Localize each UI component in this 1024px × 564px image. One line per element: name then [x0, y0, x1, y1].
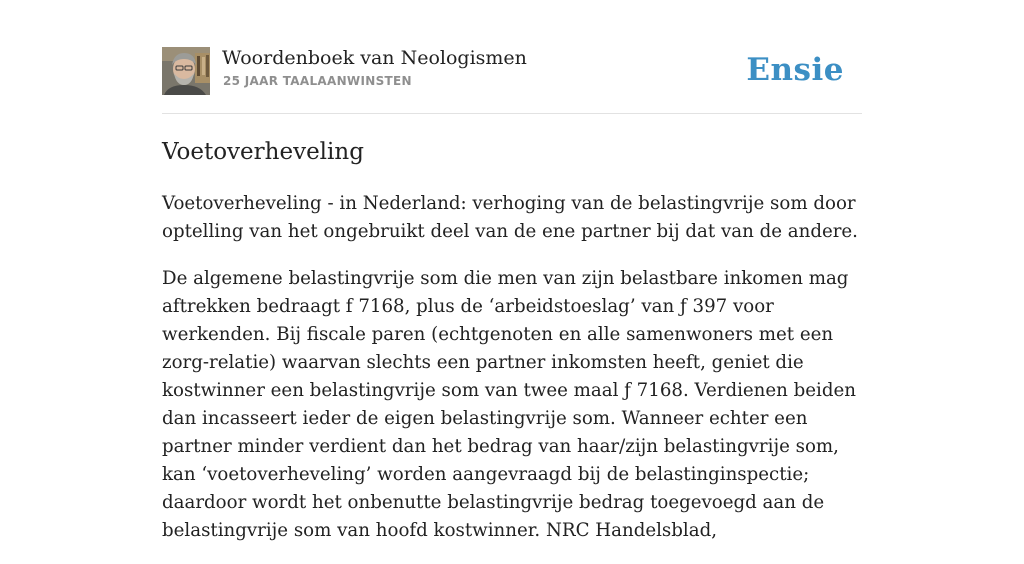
author-subtitle: 25 JAAR TAALAANWINSTEN	[223, 74, 412, 88]
article-paragraph: Voetoverheveling - in Nederland: verhoging van de belastingvrije som door optelling van het ongebruikt deel van de ene partner bij dat van de andere.	[162, 193, 858, 242]
article-paragraph: De algemene belastingvrije som die men van zijn belastbare inkomen mag aftrekken bedraagt f 7168, plus de ‘arbeidstoeslag’ van ƒ 397 voor werkenden. Bij fiscale paren (echtgenoten en alle samenwoners met een zorg-relatie) waarvan slechts een partner inkomsten heeft, geniet die kostwinner een belastingvrije som van twee maal ƒ 7168. Verdienen beiden dan incasseert ieder de eigen belastingvrije som. Wanneer echter een partner minder verdient dan het bedrag van haar/zijn belastingvrije som, kan ‘voetoverheveling’ worden aangevraagd bij de belastinginspectie; daardoor wordt het onbenutte belastingvrije bedrag toegevoegd aan de belastingvrije som van hoofd kostwinner. NRC Handelsblad,	[162, 268, 856, 541]
header	[162, 46, 862, 96]
article-title: Voetoverheveling	[162, 139, 364, 165]
ensie-logo[interactable]: Ensie	[746, 52, 844, 88]
avatar[interactable]	[162, 47, 210, 95]
article-body	[162, 190, 867, 564]
avatar-image	[162, 47, 210, 95]
header-divider	[162, 113, 862, 114]
author-name[interactable]: Woordenboek van Neologismen	[222, 47, 527, 69]
